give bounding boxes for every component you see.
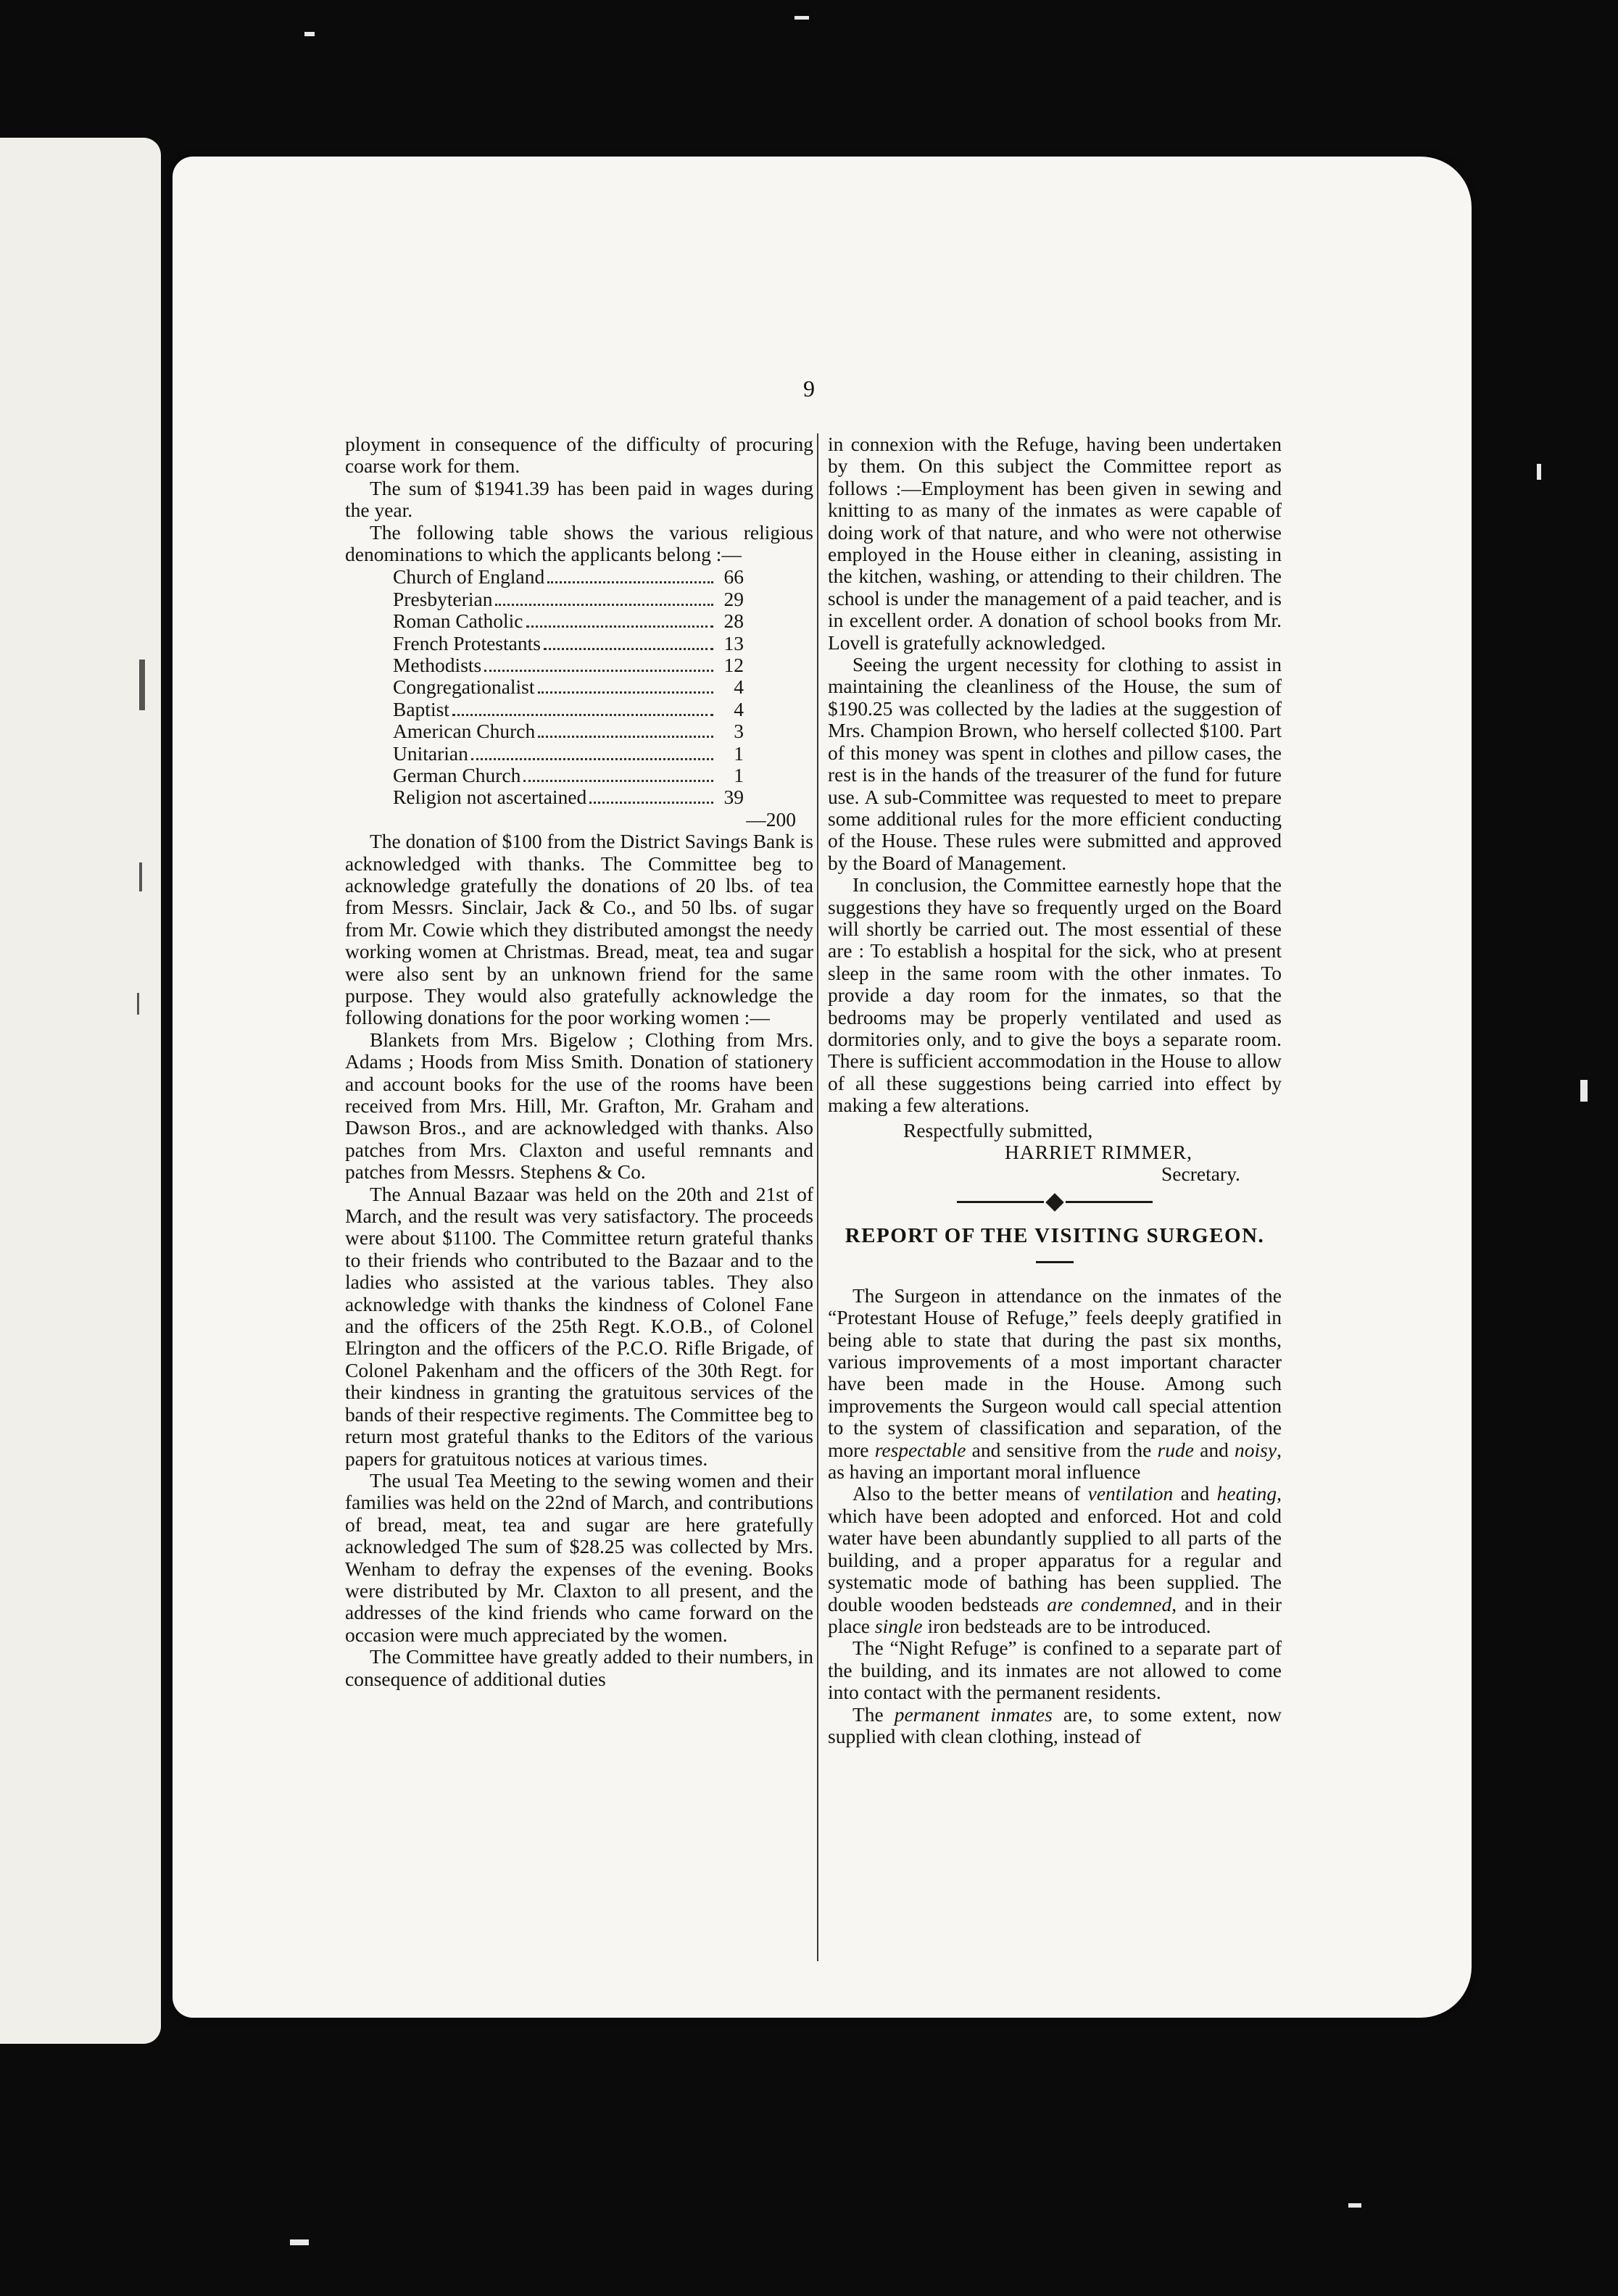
- italic-run: are condemned: [1047, 1592, 1172, 1615]
- paragraph: The sum of $1941.39 has been paid in wages during the year.: [345, 476, 813, 522]
- denomination-row: [393, 765, 744, 786]
- denomination-name: Methodists: [393, 654, 482, 676]
- leader-dots: [589, 802, 713, 804]
- denomination-count: 3: [734, 720, 744, 743]
- denomination-count: 1: [734, 763, 744, 786]
- scan-speck: [290, 2239, 309, 2245]
- denomination-name: Religion not ascertained: [393, 786, 587, 809]
- italic-run: noisy: [1235, 1438, 1277, 1461]
- denomination-name: Baptist: [393, 697, 449, 720]
- leader-dots: [471, 758, 713, 760]
- denomination-total: —200: [746, 807, 796, 831]
- denomination-count: 28: [723, 610, 744, 633]
- facing-page-edge: [0, 138, 161, 2044]
- denomination-row: [393, 633, 744, 654]
- denomination-count: 13: [723, 631, 744, 654]
- text-run: , which have been adopted and enforced. Hot and cold water have been abundantly supplied to all parts of the building, and a proper apparatus for a regular and systematic mode of bathing has been supplied. The double wooden bedsteads: [828, 1482, 1282, 1615]
- signatory-title: Secretary.: [1161, 1162, 1240, 1186]
- right-column: [828, 433, 1282, 1747]
- denomination-row: [393, 699, 744, 720]
- signatory-name: HARRIET RIMMER,: [1005, 1141, 1192, 1163]
- paragraph: in connexion with the Refuge, having been undertaken by them. On this subject the Committee report as follows :—Employment has been given in sewing and knitting to as many of the inmates as were capable of doing work of that nature, and who were not otherwise employed in the House either in cleaning, assisting in the kitchen, washing, or attending to their children. The school is under the management of a paid teacher, and is in excellent order. A donation of school books from Mr. Lovell is gratefully acknowledged.: [828, 433, 1282, 654]
- italic-run: ventilation: [1087, 1482, 1174, 1505]
- denomination-row: [393, 676, 744, 698]
- denomination-row: [393, 610, 744, 632]
- denomination-row: [393, 654, 744, 676]
- denomination-name: Congregationalist: [393, 675, 535, 699]
- text-run: are, to some extent, now supplied with clean clothing, instead of: [828, 1702, 1282, 1747]
- left-column: [345, 433, 813, 1690]
- denomination-name: American Church: [393, 720, 536, 743]
- denomination-count: 4: [734, 675, 744, 699]
- denomination-name: German Church: [393, 763, 521, 786]
- denomination-name: Presbyterian: [393, 587, 493, 610]
- text-run: and sensitive from the: [966, 1438, 1158, 1461]
- denomination-count: 39: [723, 786, 744, 809]
- paragraph: Blankets from Mrs. Bigelow ; Clothing from Mrs. Adams ; Hoods from Miss Smith. Donation of stationery and account books for the use of the rooms have been received from Mrs. Hill, Mr. Grafton, Mr. Graham and Dawson Bros., and are acknowledged with thanks. Also patches from Mrs. Claxton and useful remnants and patches from Messrs. Stephens & Co.: [345, 1028, 813, 1184]
- scan-speck: [795, 16, 809, 20]
- paragraph: In conclusion, the Committee earnestly hope that the suggestions they have so frequently urged on the Board will shortly be carried out. The most essential of these are : To establish a hospital for the sick, who at present sleep in the same room with the other inmates. To provide a day room for the inmates, so that the bedrooms may be properly ventilated and used as dormitories only, and to give the boys a separate room. There is sufficient accommodation in the House to allow of all these suggestions being carried into effect by making a few alterations.: [828, 873, 1282, 1117]
- paragraph: [828, 1285, 1282, 1484]
- closing-line: Respectfully submitted,: [903, 1118, 1093, 1141]
- leader-dots: [547, 581, 713, 583]
- scan-speck: [304, 32, 315, 36]
- ornament-bar: [1066, 1201, 1153, 1203]
- denomination-count: 12: [723, 654, 744, 676]
- paragraph: The donation of $100 from the District Savings Bank is acknowledged with thanks. The Committee beg to acknowledge gratefully the donations of 20 lbs. of tea from Messrs. Sinclair, Jack & Co., and 50 lbs. of sugar from Mr. Cowie which they distributed amongst the needy working women at Christmas. Bread, meat, tea and sugar were also sent by an unknown friend for the same purpose. They would also gratefully acknowledge the following donations for the poor working women :—: [345, 830, 813, 1029]
- page-number: 9: [803, 375, 815, 402]
- signature-block: [828, 1120, 1282, 1186]
- text-run: , and in their place: [828, 1592, 1282, 1637]
- text-run: The: [852, 1702, 895, 1726]
- section-heading: REPORT OF THE VISITING SURGEON.: [845, 1223, 1265, 1247]
- italic-run: single: [874, 1614, 923, 1637]
- scan-speck: [1580, 1080, 1588, 1102]
- leader-dots: [544, 648, 713, 650]
- paragraph: [828, 1483, 1282, 1637]
- paragraph: The “Night Refuge” is confined to a separate part of the building, and its inmates are not allowed to come into contact with the permanent residents.: [828, 1636, 1282, 1704]
- ornament-diamond: [1045, 1193, 1063, 1211]
- column-divider: [817, 433, 818, 1961]
- scan-speck: [1537, 464, 1541, 480]
- italic-run: rude: [1157, 1438, 1194, 1461]
- denomination-name: French Protestants: [393, 631, 541, 654]
- leader-dots: [538, 736, 713, 738]
- leader-dots: [526, 625, 714, 628]
- text-run: Also to the better means of: [852, 1482, 1088, 1505]
- leader-dots: [452, 714, 713, 716]
- italic-run: heating: [1216, 1482, 1277, 1505]
- leader-dots: [538, 691, 713, 694]
- leader-dots: [484, 670, 713, 672]
- denomination-row: [393, 588, 744, 610]
- text-run: and: [1173, 1482, 1217, 1505]
- leader-dots: [523, 780, 713, 782]
- denomination-count: 29: [723, 587, 744, 610]
- italic-run: permanent inmates: [894, 1702, 1053, 1726]
- section-ornament: [828, 1196, 1282, 1209]
- paragraph: The usual Tea Meeting to the sewing women and their families was held on the 22nd of March, and contributions of bread, meat, tea and sugar are here gratefully acknowledged The sum of $28.25 was collected by Mrs. Wenham to defray the expenses of the evening. Books were distributed by Mr. Claxton to all present, and the addresses of the kind friends who came forward on the occasion were much appreciated by the women.: [345, 1468, 813, 1646]
- facing-page-mark: [139, 660, 145, 710]
- text-run: and: [1193, 1438, 1235, 1461]
- facing-page-mark: [137, 993, 139, 1015]
- denomination-table: [393, 566, 744, 808]
- denomination-count: 1: [734, 741, 744, 765]
- paragraph: Seeing the urgent necessity for clothing to assist in maintaining the cleanliness of the House, the sum of $190.25 was collected by the ladies at the suggestion of Mrs. Champion Brown, who herself collected $100. Part of this money was spent in clothes and pillow cases, the rest is in the hands of the treasurer of the fund for future use. A sub-Committee was requested to meet to prepare some additional rules for the more efficient conducting of the House. These rules were submitted and approved by the Board of Management.: [828, 653, 1282, 874]
- denomination-count: 4: [734, 697, 744, 720]
- leader-dots: [495, 604, 713, 606]
- text-run: iron bedsteads are to be introduced.: [922, 1614, 1211, 1637]
- heading-rule: [1036, 1261, 1074, 1263]
- denomination-name: Unitarian: [393, 741, 468, 765]
- ornament-bar: [957, 1201, 1044, 1203]
- denomination-row: [393, 566, 744, 588]
- text-run: The Surgeon in attendance on the inmates of the “Protestant House of Refuge,” feels deeply gratified in being able to state that during the past six months, various improvements of a most important character have been made in the House. Among such improvements the Surgeon would call special attention to the system of classification and separation, of the more: [828, 1284, 1282, 1461]
- text-run: , as having an important moral influence: [828, 1438, 1282, 1484]
- italic-run: respectable: [874, 1438, 966, 1461]
- paragraph: [828, 1704, 1282, 1748]
- denomination-row: [393, 743, 744, 765]
- paragraph: The Annual Bazaar was held on the 20th and 21st of March, and the result was very satisfactory. The proceeds were about $1100. The Committee return grateful thanks to their friends who contributed to the Bazaar and to the ladies who assisted at the various tables. They also acknowledge with thanks the kindness of Colonel Fane and the officers of the 25th Regt. K.O.B., of Colonel Elrington and the officers of the P.C.O. Rifle Brigade, of Colonel Pakenham and the officers of the 30th Regt. for their kindness in granting the gratuitous services of the bands of their respective regiments. The Committee beg to return most grateful thanks to the Editors of the various papers for gratuitous notices at various times.: [345, 1182, 813, 1470]
- denomination-row: [393, 720, 744, 742]
- denomination-row: [393, 786, 744, 808]
- paragraph: The following table shows the various religious denominations to which the applicants belong :—: [345, 520, 813, 566]
- paragraph: ployment in consequence of the difficulty of procuring coarse work for them.: [345, 433, 813, 478]
- denomination-count: 66: [723, 565, 744, 588]
- facing-page-mark: [139, 862, 142, 891]
- denomination-name: Roman Catholic: [393, 610, 523, 633]
- scan-speck: [1348, 2203, 1361, 2208]
- denomination-name: Church of England: [393, 565, 545, 588]
- paragraph: The Committee have greatly added to their numbers, in consequence of additional duties: [345, 1645, 813, 1690]
